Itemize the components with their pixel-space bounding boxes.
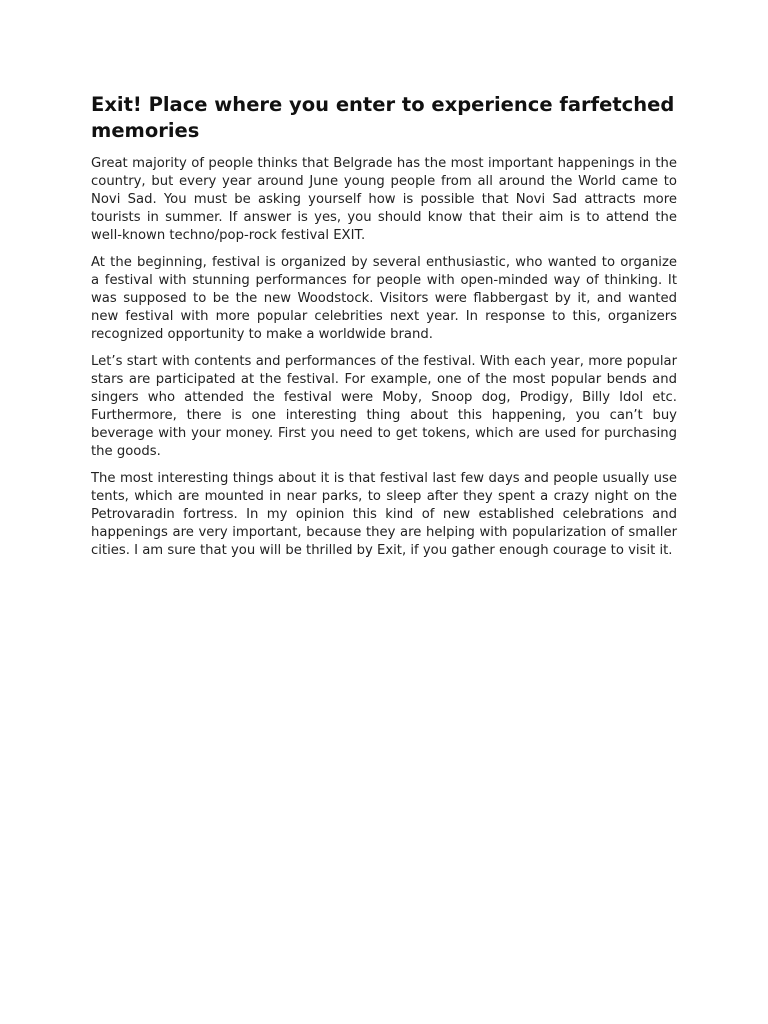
document-page: [91, 92, 677, 569]
paragraph-1: Great majority of people thinks that Belgrade has the most important happenings in the country, but every year around June young people from all around the World came to Novi Sad. You must be asking yourself how is possible that Novi Sad attracts more tourists in summer. If answer is yes, you should know that their aim is to attend the well-known techno/pop-rock festival EXIT.: [91, 156, 677, 243]
paragraph-2: At the beginning, festival is organized by several enthusiastic, who wanted to organize a festival with stunning performances for people with open-minded way of thinking. It was supposed to be the new Woodstock. Visitors were flabbergast by it, and wanted new festival with more popular celebrities next year. In response to this, organizers recognized opportunity to make a worldwide brand.: [91, 255, 677, 342]
paragraph-4: The most interesting things about it is that festival last few days and people usually use tents, which are mounted in near parks, to sleep after they spent a crazy night on the Petrovaradin fortress. In my opinion this kind of new established celebrations and happenings are very important, because they are helping with popularization of smaller cities. I am sure that you will be thrilled by Exit, if you gather enough courage to visit it.: [91, 471, 677, 558]
document-title: Exit! Place where you enter to experience farfetched memories: [91, 93, 675, 142]
paragraph-3: Let’s start with contents and performances of the festival. With each year, more popular stars are participated at the festival. For example, one of the most popular bends and singers who attended the festival were Moby, Snoop dog, Prodigy, Billy Idol etc. Furthermore, there is one interesting thing about this happening, you can’t buy beverage with your money. First you need to get tokens, which are used for purchasing the goods.: [91, 354, 677, 459]
